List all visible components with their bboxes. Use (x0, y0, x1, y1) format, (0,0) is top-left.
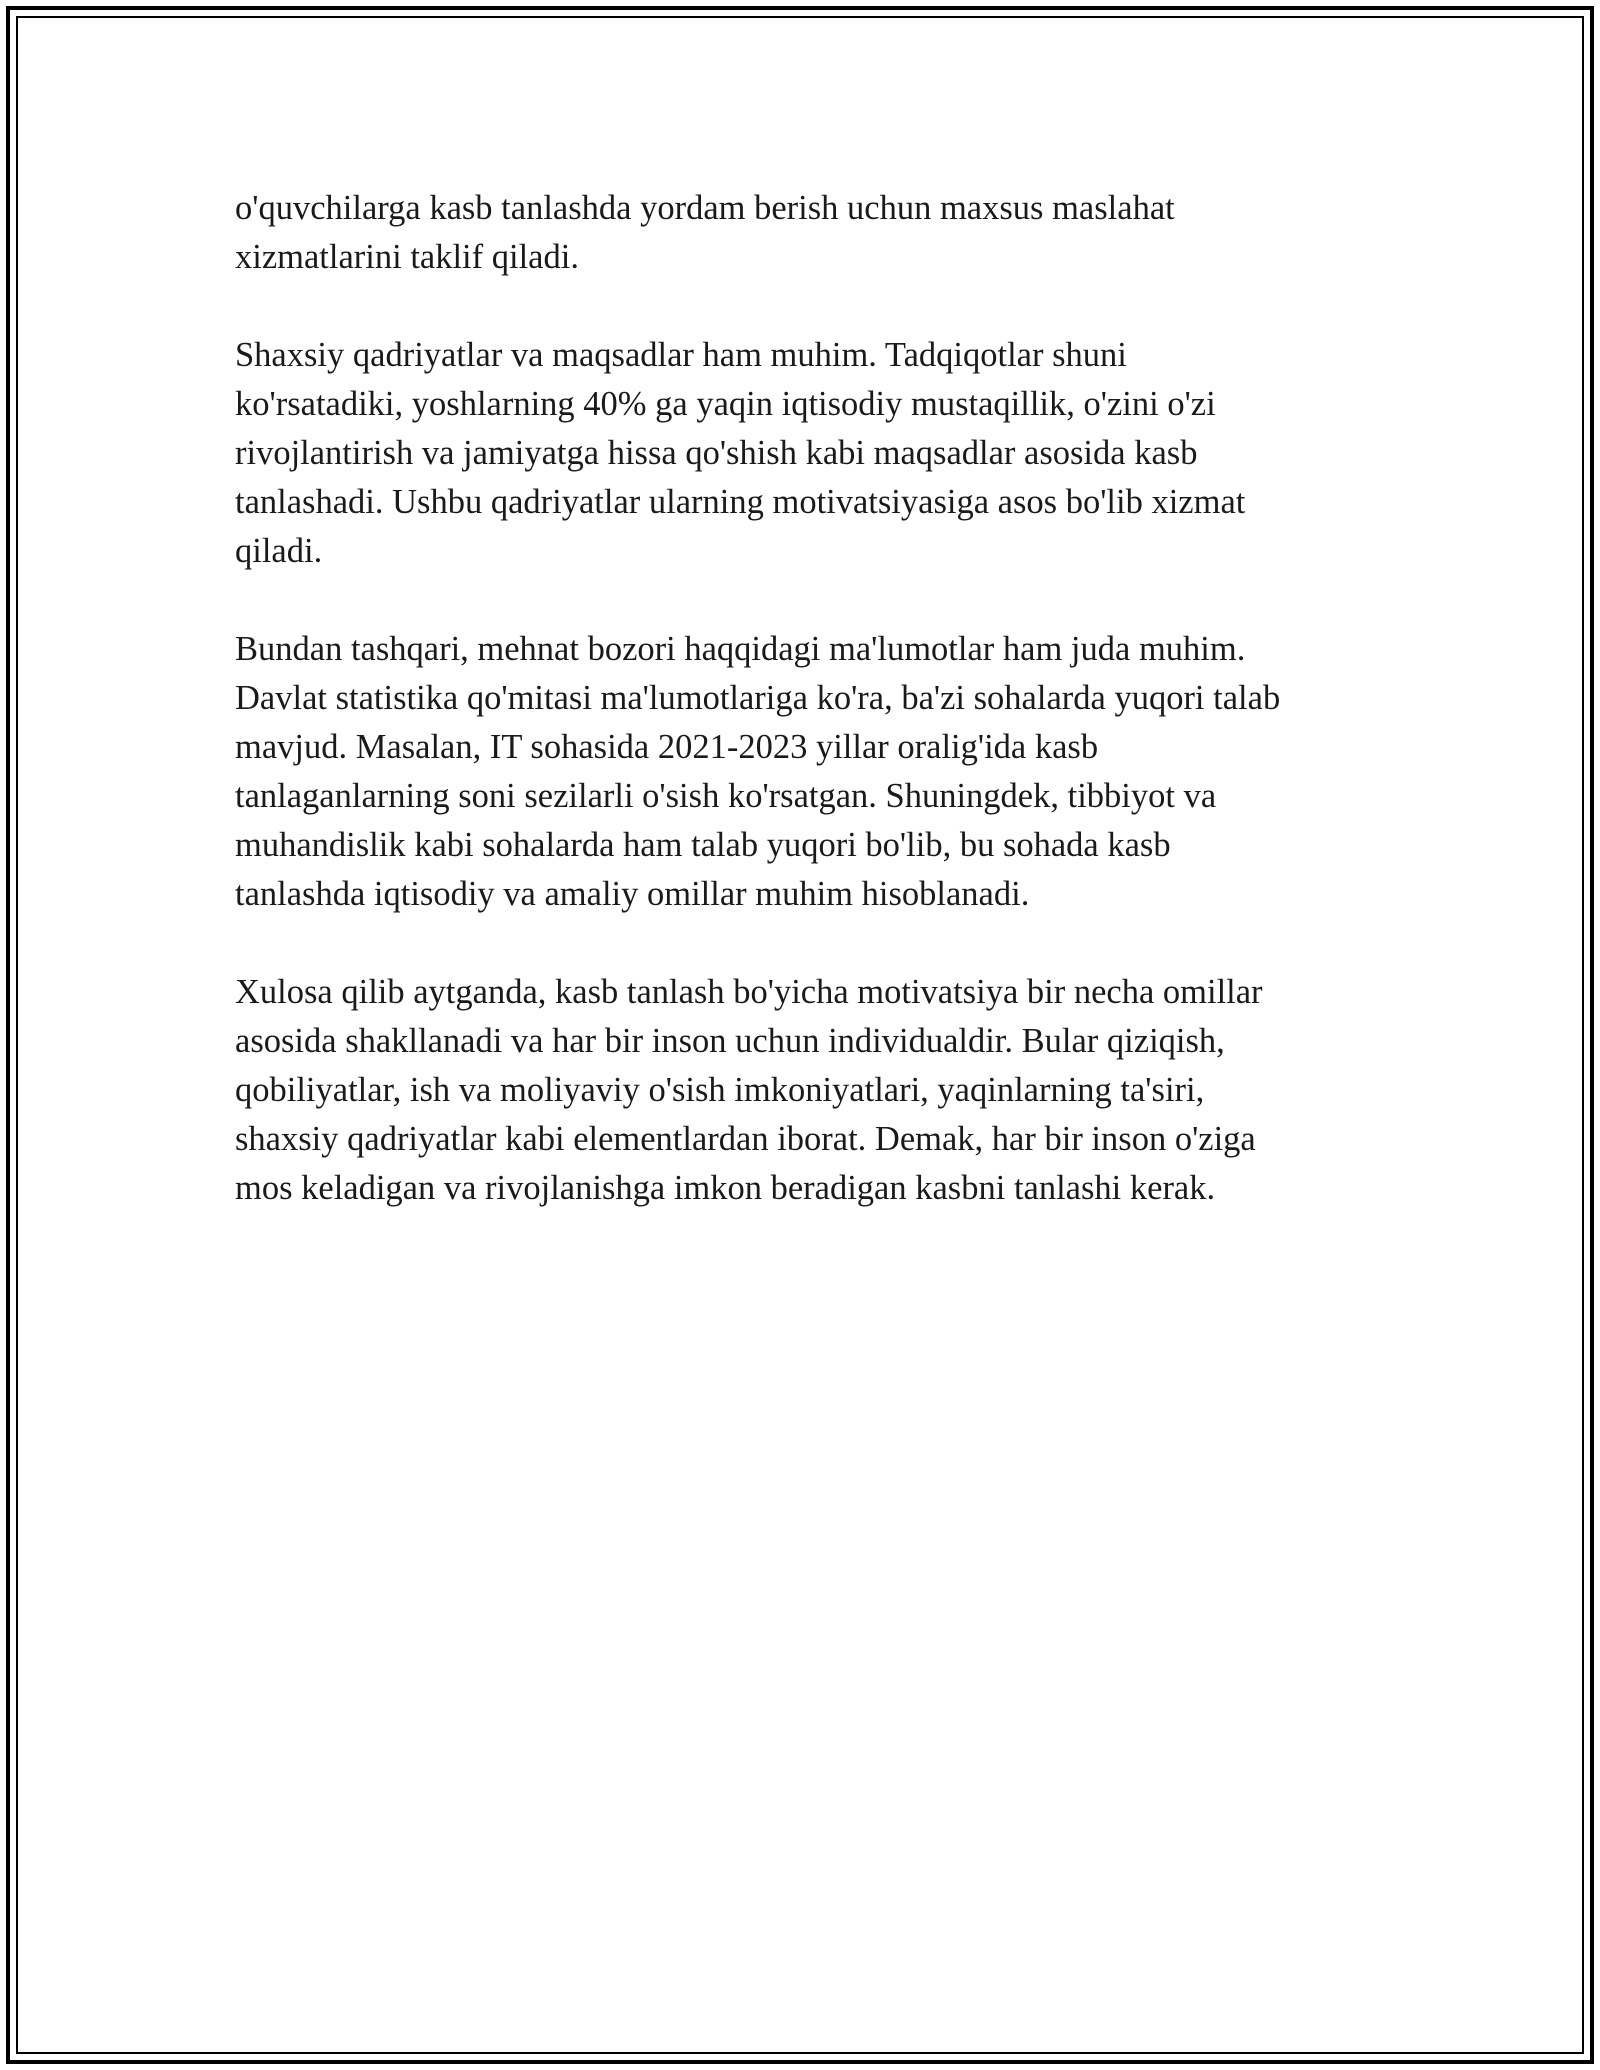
paragraph-counseling-services: o'quvchilarga kasb tanlashda yordam berish uchun maxsus maslahat xizmatlarini taklif qiladi. (235, 189, 1175, 276)
paragraph-personal-values: Shaxsiy qadriyatlar va maqsadlar ham muhim. Tadqiqotlar shuni ko'rsatadiki, yoshlarning 40% ga yaqin iqtisodiy mustaqillik, o'zini o'zi rivojlantirish va jamiyatga hissa qo'shish kabi maqsadlar asosida kasb tanlashadi. Ushbu qadriyatlar ularning motivatsiyasiga asos bo'lib xizmat qiladi. (235, 336, 1246, 570)
paragraph-labor-market: Bundan tashqari, mehnat bozori haqqidagi ma'lumotlar ham juda muhim. Davlat statistika qo'mitasi ma'lumotlariga ko'ra, ba'zi sohalarda yuqori talab mavjud. Masalan, IT sohasida 2021-2023 yillar oralig'ida kasb tanlaganlarning soni sezilarli o'sish ko'rsatgan. Shuningdek, tibbiyot va muhandislik kabi sohalarda ham talab yuqori bo'lib, bu sohada kasb tanlashda iqtisodiy va amaliy omillar muhim hisoblanadi. (235, 630, 1281, 913)
document-body (235, 184, 1375, 1262)
paragraph-conclusion: Xulosa qilib aytganda, kasb tanlash bo'yicha motivatsiya bir necha omillar asosida shakllanadi va har bir inson uchun individualdir. Bular qiziqish, qobiliyatlar, ish va moliyaviy o'sish imkoniyatlari, yaqinlarning ta'siri, shaxsiy qadriyatlar kabi elementlardan iborat. Demak, har bir inson o'ziga mos keladigan va rivojlanishga imkon beradigan kasbni tanlashi kerak. (235, 973, 1263, 1207)
